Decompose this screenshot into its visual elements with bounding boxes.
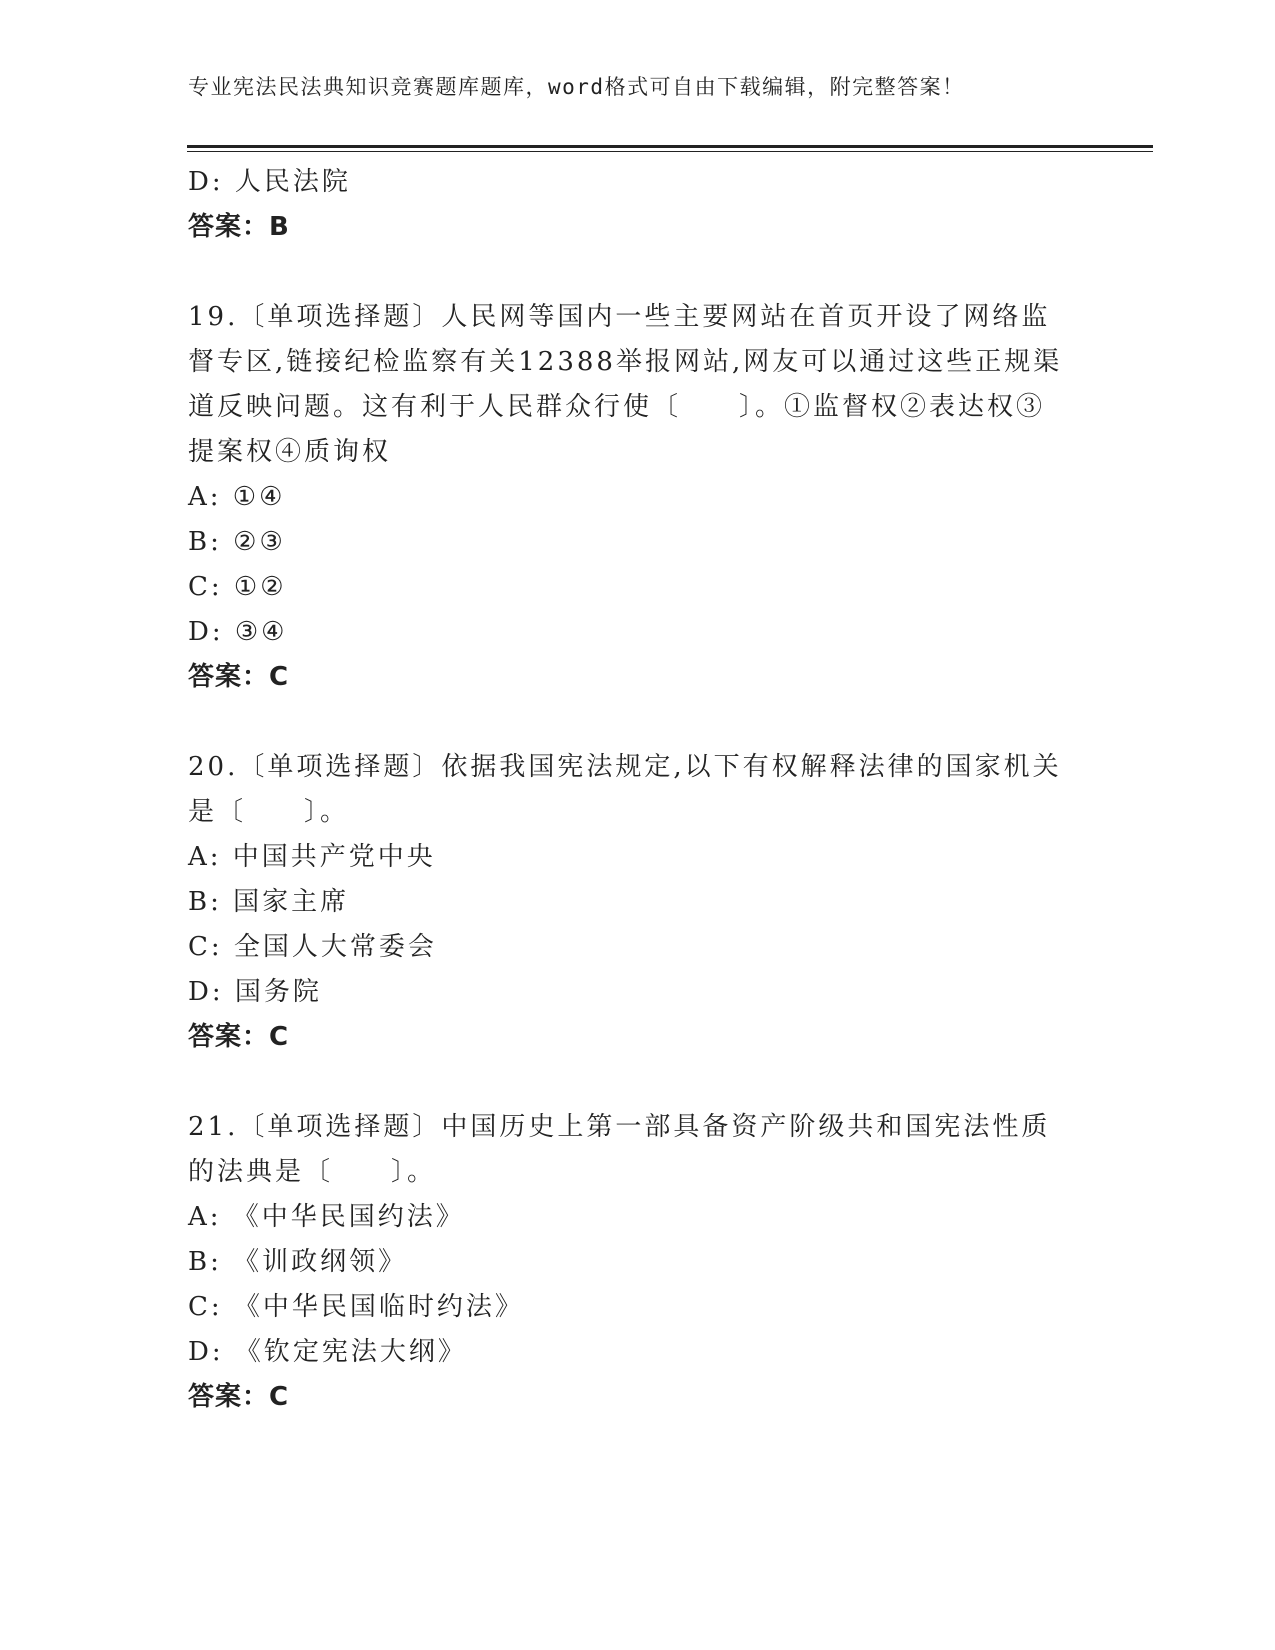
option-d: D: 《钦定宪法大纲》 [188,1337,467,1367]
question-text: 21.〔单项选择题〕中国历史上第一部具备资产阶级共和国宪法性质的法典是〔 〕。 [188,1112,1051,1187]
question-text: 19.〔单项选择题〕人民网等国内一些主要网站在首页开设了网络监督专区,链接纪检监察有关12388举报网站,网友可以通过这些正规渠道反映问题。这有利于人民群众行使〔 〕。①监督权②表达权③提案权④质询权 [188,302,1063,467]
answer: 答案：C [188,1022,290,1052]
document-body [188,160,1088,1420]
option-b: B: 国家主席 [188,887,350,917]
question-19 [188,295,1088,700]
option-b: B: ②③ [188,527,286,557]
page-header: 专业宪法民法典知识竞赛题库题库，word格式可自由下载编辑，附完整答案！ [188,75,965,99]
option-a: A: 中国共产党中央 [188,842,436,872]
answer: 答案：C [188,662,290,692]
option-d: D: 人民法院 [188,167,351,197]
option-c: C: ①② [188,572,287,602]
question-21 [188,1105,1088,1420]
option-c: C: 《中华民国临时约法》 [188,1292,524,1322]
option-d: D: 国务院 [188,977,322,1007]
option-a: A: 《中华民国约法》 [188,1202,465,1232]
option-d: D: ③④ [188,617,288,647]
question-text: 20.〔单项选择题〕依据我国宪法规定,以下有权解释法律的国家机关是〔 〕。 [188,752,1062,827]
answer: 答案：B [188,212,290,242]
question-20 [188,745,1088,1060]
option-b: B: 《训政纲领》 [188,1247,408,1277]
answer: 答案：C [188,1382,290,1412]
header-divider [187,145,1153,152]
option-a: A: ①④ [188,482,286,512]
option-c: C: 全国人大常委会 [188,932,437,962]
previous-question-tail [188,160,1088,250]
